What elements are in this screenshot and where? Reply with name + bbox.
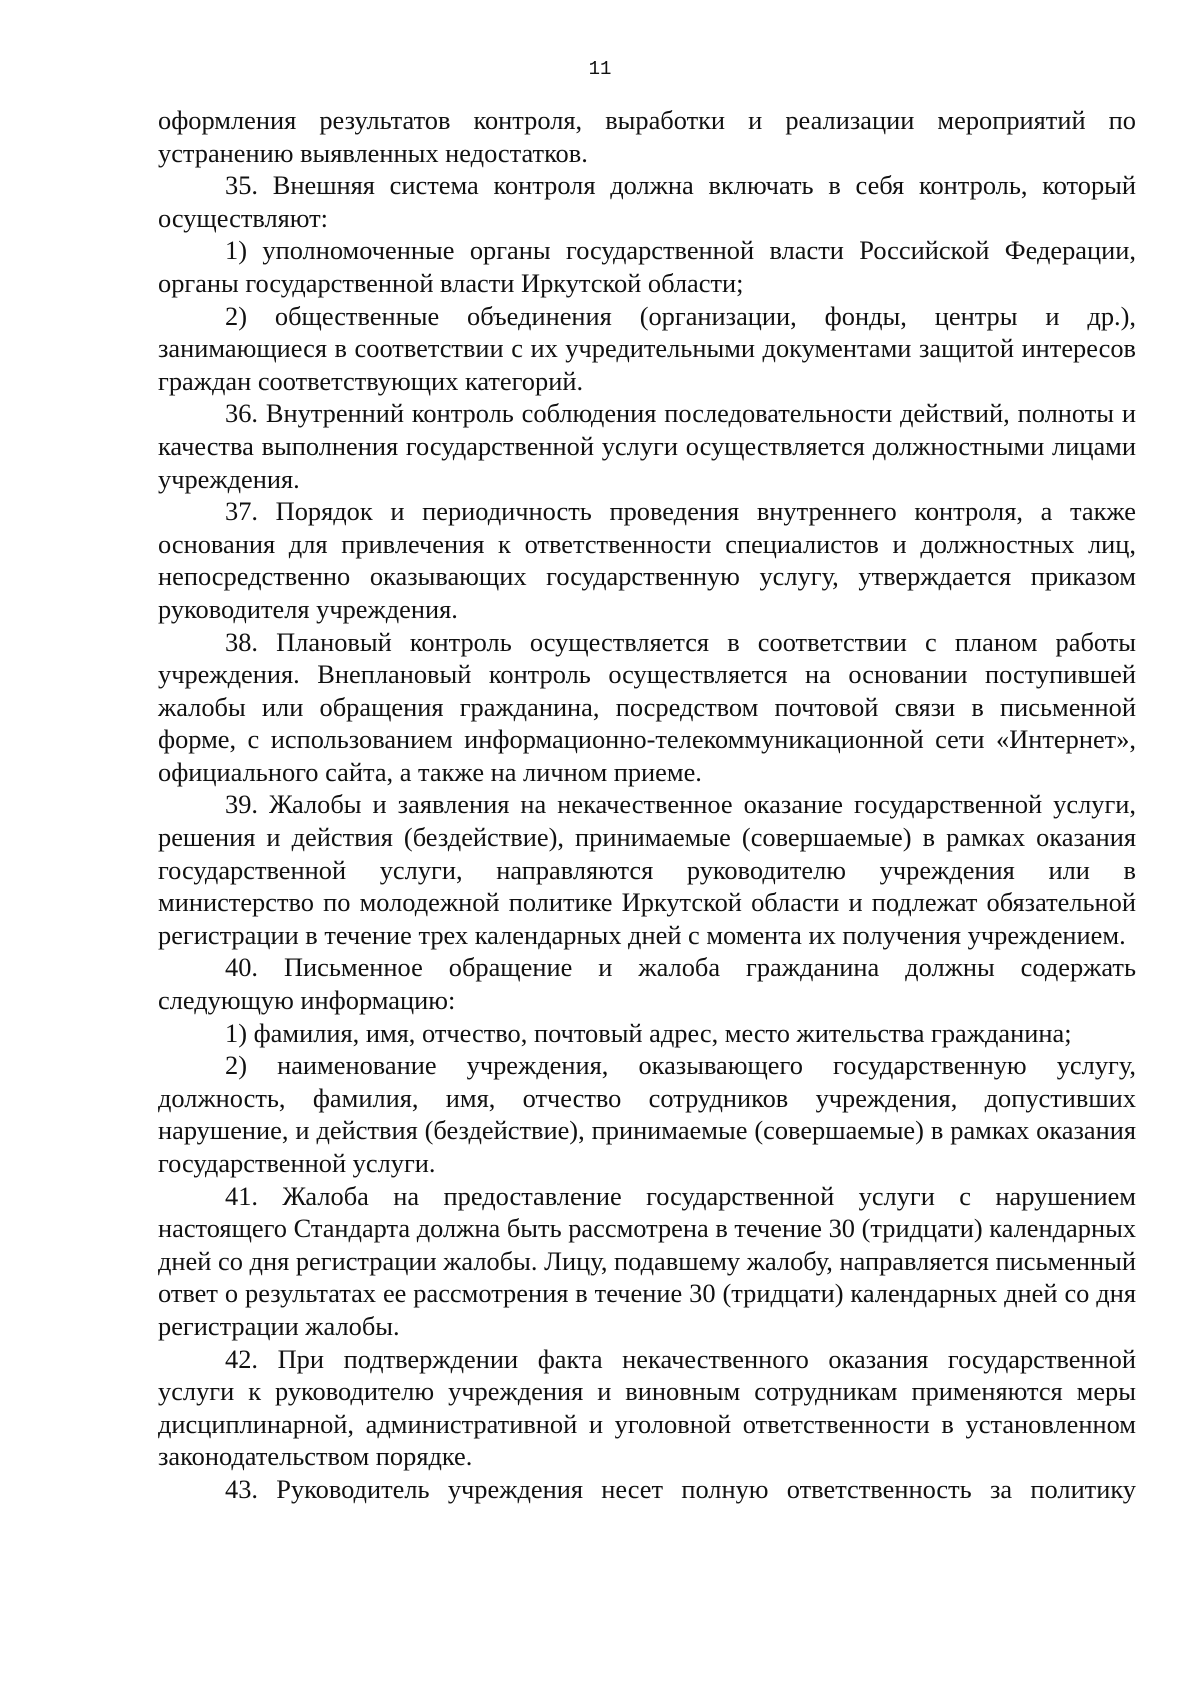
document-body [158, 104, 1136, 1506]
paragraph-35-item-2: 2) общественные объединения (организации, фонды, центры и др.), занимающиеся в соответствии с их учредительными документами защитой интересов граждан соответствующих категорий. [158, 300, 1136, 396]
paragraph-38: 38. Плановый контроль осуществляется в соответствии с планом работы учреждения. Внеплановый контроль осуществляется на основании поступившей жалобы или обращения гражданина, посредством почтовой связи в письменной форме, с использованием информационно-телекоммуникационной сети «Интернет», официального сайта, а также на личном приеме. [158, 626, 1136, 787]
paragraph-36: 36. Внутренний контроль соблюдения последовательности действий, полноты и качества выполнения государственной услуги осуществляется должностными лицами учреждения. [158, 398, 1136, 494]
paragraph-40-item-1: 1) фамилия, имя, отчество, почтовый адрес, место жительства гражданина; [225, 1017, 1072, 1048]
paragraph-43: 43. Руководитель учреждения несет полную ответственность за политику [225, 1473, 1136, 1504]
paragraph-continuation: оформления результатов контроля, выработки и реализации мероприятий по устранению выявленных недостатков. [158, 105, 1136, 168]
paragraph-40: 40. Письменное обращение и жалоба гражданина должны содержать следующую информацию: [158, 952, 1136, 1016]
paragraph-35: 35. Внешняя система контроля должна включать в себя контроль, который осуществляют: [158, 170, 1136, 233]
paragraph-35-item-1: 1) уполномоченные органы государственной власти Российской Федерации, органы государственной власти Иркутской области; [158, 235, 1136, 298]
paragraph-41: 41. Жалоба на предоставление государственной услуги с нарушением настоящего Стандарта должна быть рассмотрена в течение 30 (тридцати) календарных дней со дня регистрации жалобы. Лицу, подавшему жалобу, направляется письменный ответ о результатах ее рассмотрения в течение 30 (тридцати) календарных дней со дня регистрации жалобы. [158, 1180, 1136, 1341]
page-number: 11 [588, 58, 612, 80]
paragraph-39: 39. Жалобы и заявления на некачественное оказание государственной услуги, решения и действия (бездействие), принимаемые (совершаемые) в рамках оказания государственной услуги, направляются руководителю учреждения или в министерство по молодежной политике Иркутской области и подлежат обязательной регистрации в течение трех календарных дней с момента их получения учреждением. [158, 789, 1136, 950]
paragraph-42: 42. При подтверждении факта некачественного оказания государственной услуги к руководителю учреждения и виновным сотрудникам применяются меры дисциплинарной, административной и уголовной ответственности в установленном законодательством порядке. [158, 1343, 1136, 1472]
paragraph-40-item-2: 2) наименование учреждения, оказывающего государственную услугу, должность, фамилия, имя, отчество сотрудников учреждения, допустивших нарушение, и действия (бездействие), принимаемые (совершаемые) в рамках оказания государственной услуги. [158, 1050, 1136, 1178]
paragraph-37: 37. Порядок и периодичность проведения внутреннего контроля, а также основания для привлечения к ответственности специалистов и должностных лиц, непосредственно оказывающих государственную услугу, утверждается приказом руководителя учреждения. [158, 496, 1136, 624]
